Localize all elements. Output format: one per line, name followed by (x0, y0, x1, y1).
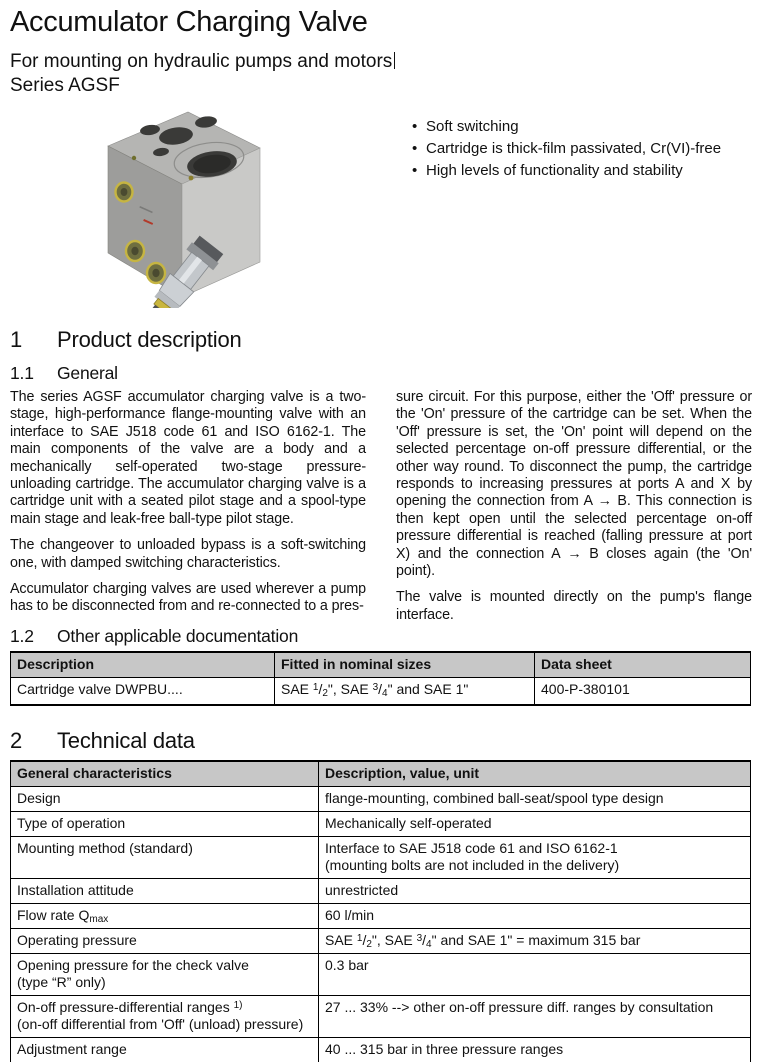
bullet-icon: • (412, 162, 418, 179)
table-cell: 400-P-380101 (535, 678, 751, 705)
column-header: General characteristics (11, 761, 319, 787)
feature-item: • Soft switching (412, 116, 752, 138)
paragraph: The valve is mounted directly on the pump's flange interface. (396, 589, 752, 623)
subtitle-line: For mounting on hydraulic pumps and motors (10, 50, 395, 74)
body-text-left-column (10, 389, 366, 625)
section-heading-technical-data (10, 728, 195, 754)
table-cell: On-off pressure-differential ranges $^{1)}$ (on-off differential from 'Off' (unload) pressure) (11, 996, 319, 1038)
column-header: Fitted in nominal sizes (275, 652, 535, 678)
table-cell: Type of operation (11, 812, 319, 837)
column-header: Data sheet (535, 652, 751, 678)
table-cell: flange-mounting, combined ball-seat/spool type design (319, 787, 751, 812)
table-cell: Flow rate $Q_{max}$ (11, 904, 319, 929)
table-cell: 27 ... 33% --> other on-off pressure diff. ranges by consultation (319, 996, 751, 1038)
bullet-icon: • (412, 140, 418, 157)
section-number: 2 (10, 728, 23, 753)
documentation-table (10, 651, 751, 706)
product-image (88, 100, 274, 308)
feature-item: • Cartridge is thick-film passivated, Cr(VI)-free (412, 138, 752, 160)
section-number: 1.1 (10, 363, 34, 383)
table-row (11, 1038, 751, 1062)
valve-block-icon (88, 100, 274, 308)
table-cell: Installation attitude (11, 879, 319, 904)
section-heading-other-documentation (10, 626, 298, 647)
table-row (11, 929, 751, 954)
paragraph: sure circuit. For this purpose, either the 'Off' pressure or the 'On' pressure of the cartridge can be set. When the 'Off' pressure is set, the 'On' point will depend on the selected percentage on-off pressure differential, or the other way round. To disconnect the pump, the cartridge responds to increasing pressures at ports A and X by opening the connection from A → B. This connection is then kept open until the selected percentage on-off pressure differential is reached (falling pressure at port X) and the connection A → B closes again (the 'On' point). (396, 389, 752, 580)
table-cell: Adjustment range (11, 1038, 319, 1062)
column-header: Description (11, 652, 275, 678)
paragraph: The series AGSF accumulator charging valve is a two-stage, high-performance flange-mounting valve with an interface to SAE J518 code 61 and ISO 6162-1. The main components of the valve are a body and a mechanically self-operated two-stage pressure-unloading cartridge. The accumulator charging valve is a cartridge unit with a seated pilot stage and a spool-type main stage and leak-free ball-type pilot stage. (10, 389, 366, 527)
table-row (11, 996, 751, 1038)
table-cell: 60 l/min (319, 904, 751, 929)
section-number: 1 (10, 327, 23, 352)
page-subtitle (10, 50, 395, 98)
table-cell: SAE $^1/_2$", SAE $^3/_4$" and SAE 1" = maximum 315 bar (319, 929, 751, 954)
table-cell: Mounting method (standard) (11, 837, 319, 879)
series-line: Series AGSF (10, 75, 120, 96)
section-title: Other applicable documentation (57, 626, 299, 646)
page-title: Accumulator Charging Valve (10, 6, 368, 38)
bullet-icon: • (412, 118, 418, 135)
body-text-right-column (396, 389, 752, 633)
paragraph: Accumulator charging valves are used wherever a pump has to be disconnected from and re-connected to a pres- (10, 581, 366, 615)
table-cell: Mechanically self-operated (319, 812, 751, 837)
column-header: Description, value, unit (319, 761, 751, 787)
technical-data-table (10, 760, 751, 1062)
table-cell: 40 ... 315 bar in three pressure ranges (319, 1038, 751, 1062)
table-cell: SAE $^1/_2$", SAE $^3/_4$" and SAE 1" (275, 678, 535, 705)
section-title: General (57, 363, 118, 383)
table-header-row (11, 761, 751, 787)
table-header-row (11, 652, 751, 678)
table-cell: Operating pressure (11, 929, 319, 954)
paragraph: The changeover to unloaded bypass is a soft-switching one, with damped switching characteristics. (10, 537, 366, 571)
table-row (11, 954, 751, 996)
table-row (11, 787, 751, 812)
table-cell: Interface to SAE J518 code 61 and ISO 6162-1 (mounting bolts are not included in the delivery) (319, 837, 751, 879)
table-row (11, 812, 751, 837)
table-cell: Design (11, 787, 319, 812)
table-row (11, 837, 751, 879)
table-cell: Cartridge valve DWPBU.... (11, 678, 275, 705)
section-title: Product description (57, 327, 242, 352)
section-title: Technical data (57, 728, 195, 753)
section-heading-product-description (10, 327, 242, 353)
section-heading-general (10, 363, 118, 384)
text-cursor (394, 52, 395, 69)
feature-list (412, 116, 752, 182)
section-number: 1.2 (10, 626, 34, 646)
table-cell: Opening pressure for the check valve (type “R” only) (11, 954, 319, 996)
table-cell: 0.3 bar (319, 954, 751, 996)
table-cell: unrestricted (319, 879, 751, 904)
table-row (11, 904, 751, 929)
table-row (11, 879, 751, 904)
feature-item: • High levels of functionality and stability (412, 160, 752, 182)
table-row (11, 678, 751, 705)
